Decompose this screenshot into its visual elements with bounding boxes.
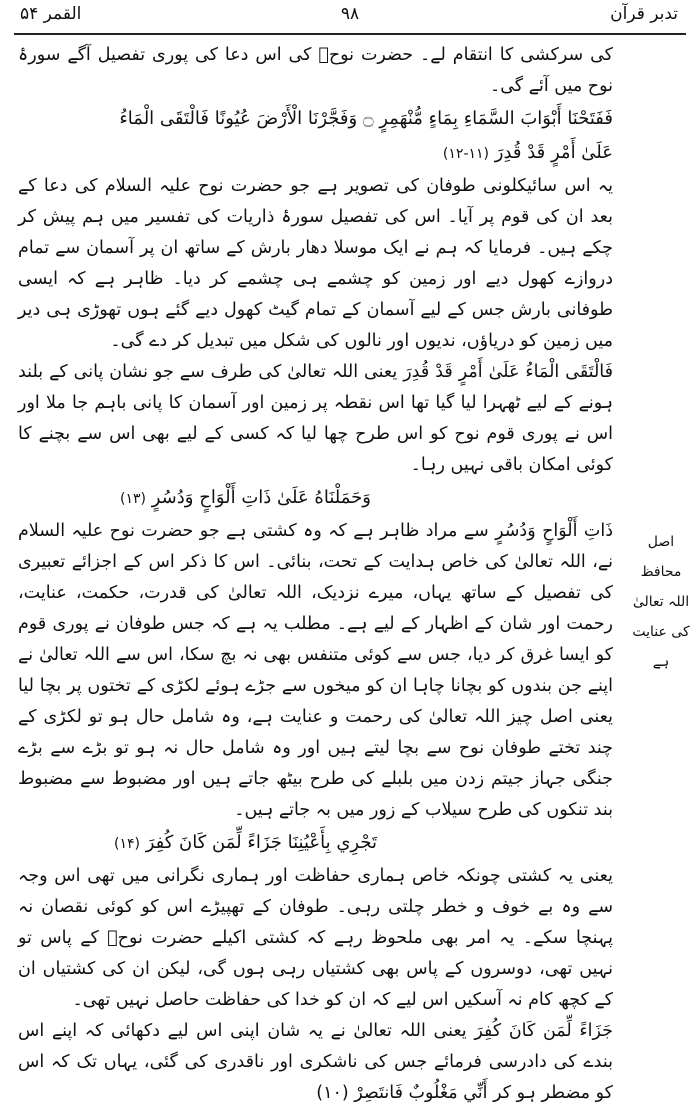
ayah-text: تَجْرِي بِأَعْيُنِنَا جَزَاءً لِّمَن كَانَ كُفِرَ	[145, 832, 377, 853]
page-body	[18, 40, 613, 1109]
page-number: ۹۸	[340, 4, 360, 24]
paragraph-1: کی سرکشی کا انتقام لے۔ حضرت نوحؑ کی اس دعا کی پوری تفصیل آگے سورۂ نوح میں آئے گی۔	[18, 45, 613, 96]
ayah-text: وَحَمَلْنَاهُ عَلَىٰ ذَاتِ أَلْوَاحٍ وَدُسُرٍ	[151, 487, 371, 508]
book-title: تدبر قرآن	[610, 4, 678, 24]
header-rule	[14, 33, 686, 35]
surah-label: القمر ۵۴	[20, 4, 82, 24]
ayah-13	[18, 481, 613, 516]
paragraph-text: یعنی اللہ تعالیٰ نے یہ شان اپنی اس لیے دکھائی کہ اپنے اس بندے کی دادرسی فرمائے جس کی ناشکری اور ناقدری کی گئی، یہاں تک کہ اس کو مضطر ہو کر أَنِّي مَغْلُوبٌ فَانتَصِرْ (۱۰)	[18, 1021, 613, 1103]
quoted-ayah: ذَاتِ أَلْوَاحٍ وَدُسُرٍ	[495, 521, 613, 541]
quoted-ayah: فَالْتَقَى الْمَاءُ عَلَىٰ أَمْرٍ قَدْ قُدِرَ	[403, 362, 613, 382]
ayah-11-12	[18, 102, 613, 136]
quoted-ayah: جَزَاءً لِّمَن كَانَ كُفِرَ	[474, 1021, 613, 1041]
ayah-reference: (۱۴)	[114, 836, 140, 852]
paragraph-text: سے مراد ظاہر ہے کہ وہ کشتی ہے جو حضرت نوح علیہ السلام نے، اللہ تعالیٰ کی خاص ہدایت کے تحت، بنائی۔ اس کا ذکر اس کے اجزائے تعبیری کی تفصیل کے ساتھ یہاں، میرے نزدیک، اللہ تعالیٰ کی قدرت، حکمت، عنایت، رحمت اور شان کے اظہار کے لیے ہے۔ مطلب یہ ہے کہ جس طوفان نے پوری قوم کو ایسا غرق کر دیا، جس سے کوئی متنفس بھی نہ بچ سکا، اس سے اللہ تعالیٰ نے اپنے جن بندوں کو بچانا چاہا ان کو میخوں سے جڑے ہوئے لکڑی کے تختوں پر بچا لیا یعنی اصل چیز اللہ تعالیٰ کی رحمت و عنایت ہے، وہ شامل حال ہو تو لکڑی کے چند تختے طوفان نوح سے بچا لیتے ہیں اور وہ شامل حال نہ ہو تو بڑے سے بڑے جنگی جہاز جیتم زدن میں بلبلے کی طرح بیٹھ جاتے ہیں اور مضبوط سے مضبوط بند تنکوں کی طرح سیلاب کے زور میں بہ جاتے ہیں۔	[18, 521, 613, 820]
paragraph-3	[18, 357, 613, 481]
ayah-14	[18, 826, 613, 861]
ayah-reference: (۱۳)	[120, 491, 147, 507]
paragraph-6	[18, 1016, 613, 1109]
paragraph-5: یعنی یہ کشتی چونکہ خاص ہماری حفاظت اور ہماری نگرانی میں تھی اس وجہ سے وہ بے خوف و خطر چلتی رہی۔ طوفان کے تھپیڑے اس کو کوئی نقصان نہ پہنچا سکے۔ یہ امر بھی ملحوظ رہے کہ کشتی اکیلے حضرت نوحؑ کے پاس تو نہیں تھی، دوسروں کے پاس بھی کشتیاں رہی ہوں گی، لیکن ان کی کشتیاں ان کے کچھ کام نہ آسکیں اس لیے کہ ان کو خدا کی حفاظت حاصل نہیں تھی۔	[18, 866, 613, 1010]
ayah-11-12-cont	[18, 136, 613, 171]
ayah-text: فَفَتَحْنَا أَبْوَابَ السَّمَاءِ بِمَاءٍ مُّنْهَمِرٍ ۝ وَفَجَّرْنَا الْأَرْضَ عُيُونًا فَالْتَقَى الْمَاءُ	[119, 108, 613, 129]
paragraph-text: یعنی اللہ تعالیٰ کی طرف سے جو نشان پانی کے بلند ہونے کے لیے ٹھہرا لیا گیا تھا اس نقطہ پر زمین اور آسمان کا پانی باہم جا ملا اور اس نے پوری قوم نوح کو اس طرح چھا لیا کہ کسی کے لیے بھی اس سے بچنے کا کوئی امکان باقی نہیں رہا۔	[18, 362, 613, 475]
paragraph-2: یہ اس سائیکلونی طوفان کی تصویر ہے جو حضرت نوح علیہ السلام کی دعا کے بعد ان کی قوم پر آیا۔ اس کی تفصیل سورۂ ذاریات کی تفسیر میں ہم پیش کر چکے ہیں۔ فرمایا کہ ہم نے ایک موسلا دھار بارش کے ساتھ ان پر آسمان سے تمام دروازے کھول دیے اور زمین کو چشمے ہی چشمے کر دیا۔ ظاہر ہے کہ ایسی طوفانی بارش جس کے لیے آسمان کے تمام گیٹ کھول دیے گئے ہوں تھوڑی ہی دیر میں زمین کو دریاؤں، ندیوں اور نالوں کی شکل میں تبدیل کر دے گی۔	[18, 176, 613, 351]
margin-note: اصل محافظ اللہ تعالیٰ کی عنایت ہے	[632, 534, 690, 670]
ayah-reference: (۱۱-۱۲)	[442, 146, 490, 162]
paragraph-4	[18, 516, 613, 826]
ayah-text: عَلَىٰ أَمْرٍ قَدْ قُدِرَ	[494, 142, 613, 163]
